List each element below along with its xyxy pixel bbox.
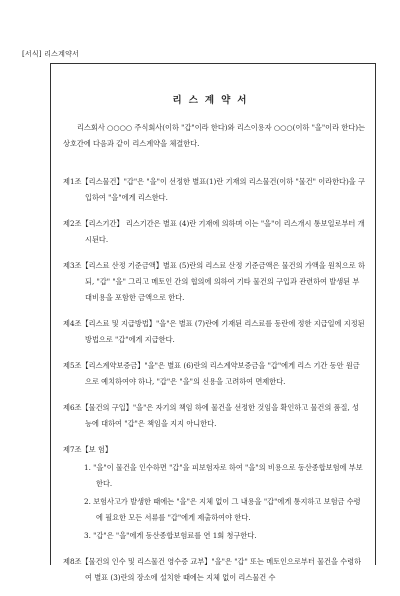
form-label: [서식] 리스계약서 [22,50,80,58]
article-5: 제5조【리스계약보증금】"을"은 별표 (6)란의 리스계약보증금을 "갑"에게 리스 기간 동안 원금으로 예치하여야 하나, "갑"은 "을"의 신용을 고려하여 면제한다. [63,361,360,386]
article-2: 제2조【리스기간】 리스기간은 별표 (4)란 기재에 의하며 이는 "을"이 리스개시 통보일로부터 개시된다. [63,219,365,244]
article-7-item-3: 3. "갑"은 "을"에게 동산종합보험료를 연 1회 청구한다. [84,531,257,540]
article-4: 제4조【리스료 및 지급방법】"을"은 별표 (7)란에 기재된 리스료를 동란에 정한 지급일에 지정된 방법으로 "갑"에게 지급한다. [63,319,365,344]
article-7-item-2: 2. 보험사고가 발생한 때에는 "을"은 지체 없이 그 내용을 "갑"에게 통지하고 보험금 수령에 필요한 모든 서류를 "갑"에게 제출하여야 한다. [84,497,361,522]
article-1: 제1조【리스물건】"갑"은 "을"이 선정한 별표(1)란 기재의 리스물건(이하 "물건" 이라한다)을 구입하여 "을"에게 리스한다. [63,177,365,202]
preamble-paragraph: 리스회사 ○○○○ 주식회사(이하 "갑"이라 한다)와 리스이용자 ○○○(이하 "을"이라 한다)는 상호간에 다음과 같이 리스계약을 체결한다. [63,123,365,148]
contract-document [50,63,376,582]
articles-section [63,174,365,596]
document-title: 리스계약서 [172,95,254,106]
article-7-item-1: 1. "을"이 물건을 인수하면 "갑"을 피보험자로 하여 "을"의 비용으로 동산종합보험에 부보한다. [84,463,363,488]
article-3: 제3조【리스료 산정 기준금액】별표 (5)란의 리스료 산정 기준금액은 물건의 가액을 원칙으로 하되, "갑" "을" 그리고 메토인 간의 협의에 의하여 기타 물건의 구입과 관련하여 발생된 부대비용을 포함한 금액으로 한다. [63,261,365,302]
article-7-heading: 제7조【보 험】 [63,445,113,454]
article-6: 제6조【물건의 구입】"을"은 자기의 책임 하에 물건을 선정한 것임을 확인하고 물건의 품질, 성능에 대하여 "갑"은 책임을 지지 아니한다. [63,403,359,428]
article-8: 제8조【물건의 인수 및 리스물건 영수증 교부】"을"은 "갑" 또는 메토인으로부터 물건을 수령하여 별표 (3)란의 장소에 설치한 때에는 지체 없이 리스물건 수 [63,557,362,582]
